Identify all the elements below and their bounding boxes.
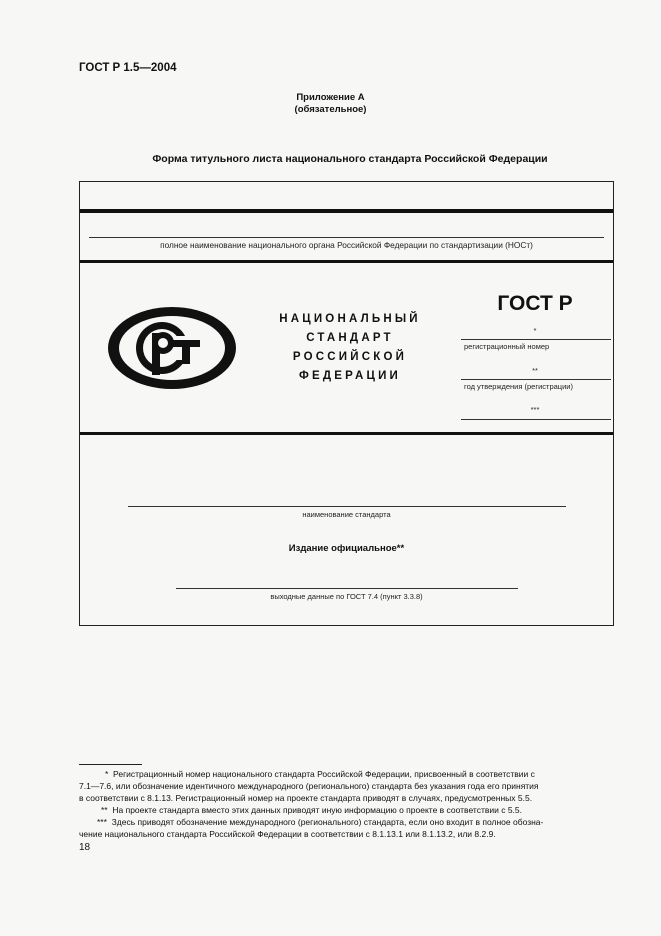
appendix-heading <box>0 92 661 116</box>
standard-name-line <box>128 506 566 507</box>
authority-caption: полное наименование национального органа Российской Федерации по стандартизации (НОСт) <box>160 240 533 250</box>
gost-r-designation: ГОСТ Р <box>497 292 573 315</box>
standard-line-2: СТАНДАРТ <box>306 332 394 344</box>
footnote-mark-1: * <box>533 326 537 335</box>
footnotes <box>79 768 619 840</box>
footnote-3-marker: *** <box>97 817 107 827</box>
footnote-2 <box>79 804 619 816</box>
divider-thick-lower <box>80 432 613 435</box>
footnote-1-line-2: 7.1—7.6, или обозначение идентичного международного (регионального) стандарта без указания года его принятия <box>79 781 539 791</box>
form-title: Форма титульного листа национального стандарта Российской Федерации <box>152 153 548 165</box>
output-data-caption: выходные данные по ГОСТ 7.4 (пункт 3.3.8) <box>270 592 423 601</box>
approval-year-caption: год утверждения (регистрации) <box>464 382 573 391</box>
footnote-2-text: На проекте стандарта вместо этих данных приводят иную информацию о проекте в соответствии с 5.5. <box>112 805 523 815</box>
standard-name-caption: наименование стандарта <box>302 510 391 519</box>
footnote-1-line-3: в соответствии с 8.1.13. Регистрационный номер на проекте стандарта приводят в случаях, предусмотренных 5.5. <box>79 793 533 803</box>
gost-r-logo-icon <box>106 305 238 391</box>
footnote-separator <box>79 764 142 765</box>
official-edition: Издание официальное** <box>288 543 405 554</box>
footnote-1 <box>79 768 619 804</box>
divider-thick-top <box>80 209 613 213</box>
divider-thick-middle <box>80 260 613 263</box>
appendix-title: Приложение А <box>296 92 365 103</box>
footnote-3-line-2: чение национального стандарта Российской Федерации в соответствии с 8.1.13.1 или 8.1.13.2, или 8.2.9. <box>79 829 496 839</box>
reg-number-caption: регистрационный номер <box>464 342 550 351</box>
national-standard-heading <box>270 310 430 386</box>
output-data-line <box>176 588 518 589</box>
approval-year-line <box>461 379 611 380</box>
footnote-1-marker: * <box>105 769 109 779</box>
footnote-2-marker: ** <box>101 805 108 815</box>
title-page-form <box>79 181 614 626</box>
standard-line-3: РОССИЙСКОЙ <box>292 351 408 363</box>
document-id: ГОСТ Р 1.5—2004 <box>79 62 177 74</box>
footnote-mark-3: *** <box>530 405 540 414</box>
page-number: 18 <box>79 842 91 853</box>
footnote-1-line-1: Регистрационный номер национального стандарта Российской Федерации, присвоенный в соответствии с <box>113 769 535 779</box>
appendix-status: (обязательное) <box>294 104 367 115</box>
international-designation-line <box>461 419 611 420</box>
authority-name-line <box>89 237 604 238</box>
reg-number-line <box>461 339 611 340</box>
footnote-mark-2: ** <box>532 366 538 375</box>
standard-line-4: ФЕДЕРАЦИИ <box>298 370 402 382</box>
footnote-3 <box>79 816 619 840</box>
footnote-3-line-1: Здесь приводят обозначение международного (регионального) стандарта, если оно входит в полное обозна- <box>111 817 544 827</box>
standard-line-1: НАЦИОНАЛЬНЫЙ <box>279 313 421 325</box>
